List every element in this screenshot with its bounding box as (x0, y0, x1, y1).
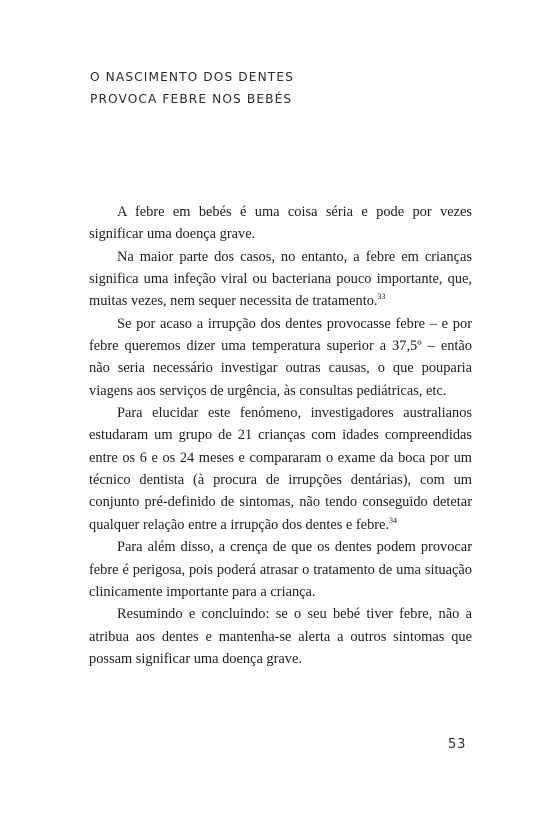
paragraph (89, 603, 472, 670)
page-number: 53 (448, 737, 467, 752)
chapter-title-line-1: O NASCIMENTO DOS DENTES (90, 70, 294, 84)
paragraph-text: Na maior parte dos casos, no entanto, a febre em crianças significa uma infeção viral ou bacteriana pouco importante, que, muitas vezes, nem sequer necessita de tratamento. (89, 248, 472, 310)
paragraph (89, 536, 472, 603)
paragraph-text: Para elucidar este fenómeno, investigadores australianos estudaram um grupo de 21 crianças com idades compreendidas entre os 6 e os 24 meses e compararam o exame da boca por um técnico dentista (à procura de irrupções dentárias), com um conjunto pré-definido de sintomas, não tendo conseguido detetar qualquer relação entre a irrupção dos dentes e febre. (89, 405, 472, 533)
paragraph-text: A febre em bebés é uma coisa séria e pode por vezes significar uma doença grave. (89, 204, 472, 243)
paragraph (89, 313, 472, 402)
footnote-reference: 34 (389, 516, 398, 526)
paragraph-text: Para além disso, a crença de que os dentes podem provocar febre é perigosa, pois poderá atrasar o tratamento de uma situação clinicamente importante para a criança. (89, 539, 472, 600)
chapter-title-line-2: PROVOCA FEBRE NOS BEBÉS (90, 92, 293, 106)
chapter-title (90, 66, 490, 110)
paragraph-text: Resumindo e concluindo: se o seu bebé tiver febre, não a atribua aos dentes e mantenha-se alerta a outros sintomas que possam significar uma doença grave. (89, 606, 472, 667)
paragraph-text: Se por acaso a irrupção dos dentes provocasse febre – e por febre queremos dizer uma temperatura superior a 37,5º – então não seria necessário investigar outras causas, o que pouparia viagens aos serviços de urgência, às consultas pediátricas, etc. (89, 315, 472, 399)
footnote-reference: 33 (377, 292, 386, 302)
paragraph (89, 402, 472, 536)
paragraph (89, 201, 472, 246)
paragraph (89, 246, 472, 313)
body-text (89, 201, 472, 670)
